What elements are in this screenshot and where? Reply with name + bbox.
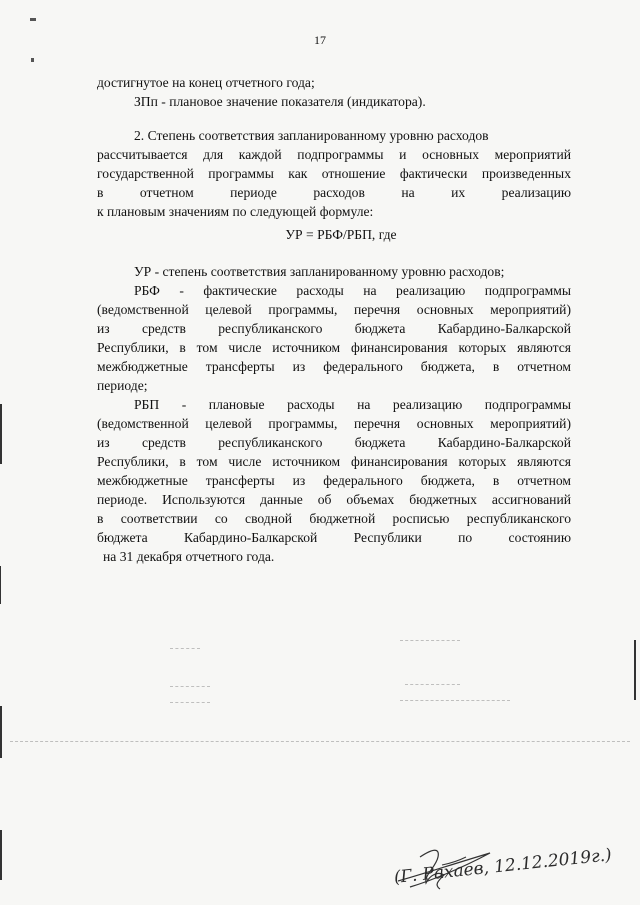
definitions-block bbox=[97, 262, 571, 566]
formula: УР = РБФ/РБП, где bbox=[285, 227, 397, 242]
rbf-line-6: периоде; bbox=[97, 378, 148, 393]
rbp-line-7: в соответствии со сводной бюджетной росписью республиканского bbox=[97, 511, 571, 526]
intro-line-2: ЗПп - плановое значение показателя (индикатора). bbox=[134, 94, 426, 109]
rbp-line-8: бюджета Кабардино-Балкарской Республики по состоянию bbox=[97, 530, 571, 545]
intro-block bbox=[97, 73, 577, 111]
para2-line-4: в отчетном периоде расходов на их реализацию bbox=[97, 185, 571, 200]
rbp-line-6: периоде. Используются данные об объемах бюджетных ассигнований bbox=[97, 492, 571, 507]
paragraph-2 bbox=[97, 126, 571, 221]
para2-line-3: государственной программы как отношение фактически произведенных bbox=[97, 166, 571, 181]
para2-line-2: рассчитывается для каждой подпрограммы и основных мероприятий bbox=[97, 147, 571, 162]
definition-ur: УР - степень соответствия запланированному уровню расходов; bbox=[134, 264, 505, 279]
handwritten-note: (Г. Рахаев, 12.12.2019г.) bbox=[393, 845, 613, 888]
para2-line-1: 2. Степень соответствия запланированному уровню расходов bbox=[134, 128, 489, 143]
rbp-line-3: из средств республиканского бюджета Кабардино-Балкарской bbox=[97, 435, 571, 450]
rbf-line-4: Республики, в том числе источником финансирования которых являются bbox=[97, 340, 571, 355]
rbp-line-2: (ведомственной целевой программы, перечня основных мероприятий) bbox=[97, 416, 571, 431]
rbf-line-3: из средств республиканского бюджета Кабардино-Балкарской bbox=[97, 321, 571, 336]
rbp-line-9: на 31 декабря отчетного года. bbox=[103, 549, 275, 564]
rbp-line-1: РБП - плановые расходы на реализацию подпрограммы bbox=[134, 397, 571, 412]
rbf-line-1: РБФ - фактические расходы на реализацию подпрограммы bbox=[134, 283, 571, 298]
rbp-line-4: Республики, в том числе источником финансирования которых являются bbox=[97, 454, 571, 469]
intro-line-1: достигнутое на конец отчетного года; bbox=[97, 75, 315, 90]
para2-line-5: к плановым значениям по следующей формуле: bbox=[97, 204, 374, 219]
rbf-line-2: (ведомственной целевой программы, перечня основных мероприятий) bbox=[97, 302, 571, 317]
rbp-line-5: межбюджетные трансферты из федерального бюджета, в отчетном bbox=[97, 473, 571, 488]
rbf-line-5: межбюджетные трансферты из федерального бюджета, в отчетном bbox=[97, 359, 571, 374]
page-number: 17 bbox=[314, 33, 326, 47]
